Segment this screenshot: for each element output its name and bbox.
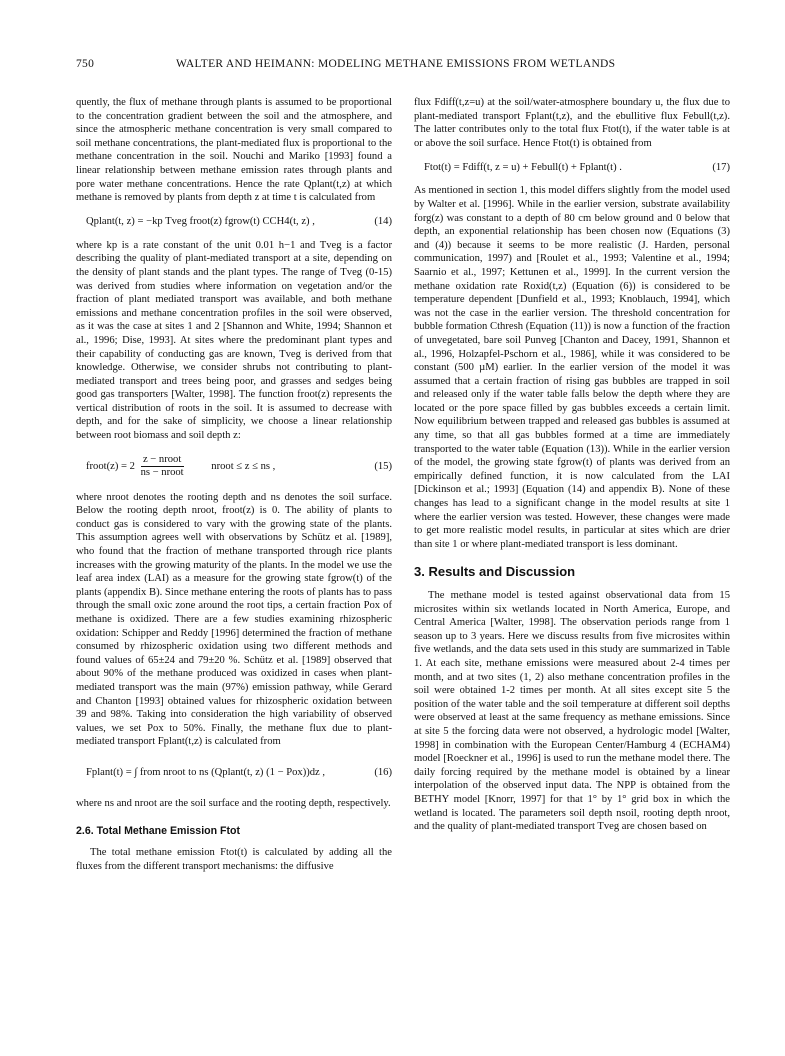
equation-15-numerator: z − nroot (141, 454, 184, 467)
section-heading: 3. Results and Discussion (414, 564, 576, 580)
equation-15-lhs: froot(z) = 2 (86, 461, 135, 473)
equation-17-body: Ftot(t) = Fdiff(t, z = u) + Febull(t) + Fplant(t) . (424, 161, 622, 173)
right-paragraph-2: As mentioned in section 1, this model differs slightly from the model used by Walter et al. [1996]. While in the earlier version, substrate availability forg(z) was constant to a depth of 80 cm below ground and 0 below that depth, an exponential relationship has been chosen now (Equations (3) and (4)) because it seems to be more realistic (J. Harden, personal communication, 1997) and [Roulet et al., 1993; Valentine et al., 1994; Saarnio et al., 1997; Kettunen et al., 1999]. In the current version the methane oxidation rate Roxid(t,z) (Equation (6)) is considered to be temperature dependent [Dunfield et al., 1993; Knoblauch, 1994], which was not the case in the earlier version. The threshold concentration for bubble formation Cthresh (Equation (11)) is now a function of the fraction of unvegetated, bare soil Punveg [Chanton and Dacey, 1991, Shannon et al., 1996, Holzapfel-Pschorn et al., 1986], while it was considered to be constant (500 µM) earlier. In the earlier version of the model it was assumed that a certain fraction of rising gas bubbles are trapped in soil and released only if the water table falls below the depth where they are located or the pore space filled by gas bubbles exceeds a certain limit. Now equilibrium between trapped and released gas bubbles is assumed at any time, so that all gas bubbles formed at a time are immediately transported to the water table (Equation (13)). While in the earlier version of the model, the growing state fgrow(t) of plants was derived from an empirically defined function, it is now calculated from the LAI [Dickinson et al.; 1993] (Equation (14) and appendix B). None of these changes has lead to a significant change in the model results at site 1 where the earlier version was tested. However, these changes were made to get more realistic model results, in particular at sites which are drier than site 1 or where plant-mediated transport is less dominant. (414, 185, 730, 550)
equation-15-body (76, 454, 275, 479)
equation-14-body: Qplant(t, z) = −kp Tveg froot(z) fgrow(t) CCH4(t, z) , (86, 215, 315, 227)
page-number: 750 (76, 58, 95, 70)
equation-15-number: (15) (374, 460, 392, 472)
equation-15-condition: nroot ≤ z ≤ ns , (211, 461, 276, 473)
subsection-heading: 2.6. Total Methane Emission Ftot (76, 824, 241, 837)
running-title: WALTER AND HEIMANN: MODELING METHANE EMISSIONS FROM WETLANDS (176, 58, 616, 70)
left-paragraph-4: where ns and nroot are the soil surface and the rooting depth, respectively. (76, 797, 391, 809)
left-paragraph-3: where nroot denotes the rooting depth and ns denotes the soil surface. Below the rooting depth nroot, froot(z) is 0. The ability of plants to conduct gas is considered to vary with the growing state of the plants. This assumption agrees well with observations by Schütz et al. [1989], who found that the fraction of methane transported through rice plants increases with the growing maturity of the plants. In the model we use the leaf area index (LAI) as a measure for the growing state fgrow(t) of the plants (appendix B). Since methane entering the roots of plants has to pass through the small oxic zone around the root tips, a certain fraction Pox of methane is oxidized. There are a few studies examining rhizospheric oxidation: Schipper and Reddy [1996] determined the fraction of methane consumed by rhizospheric oxidation using two different methods and found values of 65±24 and 79±20 %. Schütz et al. [1989] observed that about 90% of the methane produced was oxidized in cases when plant-mediated transport was the main (97%) emission pathway, while Gerard and Chanton [1993] obtained values for rhizospheric oxidation between 39 and 98%. Taking into consideration the high variability of observed values, we set Pox to 50%. Finally, the methane flux due to plant-mediated transport Fplant(t,z) is calculated from (76, 491, 392, 748)
equation-16-body: Fplant(t) = ∫ from nroot to ns (Qplant(t, z) (1 − Pox))dz , (86, 767, 326, 779)
left-column (76, 96, 392, 873)
equation-17-number: (17) (712, 161, 730, 173)
equation-15-fraction (141, 454, 184, 479)
left-paragraph-2: where kp is a rate constant of the unit 0.01 h−1 and Tveg is a factor describing the quality of plant-mediated transport at a site, depending on the density of plant stands and the plant types. The range of Tveg (0-15) was derived from studies where information on vegetation and/or the fraction of plant mediated transport was available, and both methane emissions and methane concentration profiles in the soil were observed, as it was the case at sites 1 and 2 [Shannon and White, 1994; Shannon et al., 1996; Dise, 1993]. At sites where the predominant plant types and their capability of conducting gas are known, Tveg is derived from that knowledge. Otherwise, we consider shrubs not contributing to plant-mediated transport and trees being poor, and grasses and sedges being good gas transporters [Walter, 1998]. The function froot(z) represents the vertical distribution of roots in the soil. It is assumed to decrease with depth, and for the sake of simplicity, we choose a linear relationship between root biomass and soil depth z: (76, 239, 392, 442)
equation-16-number: (16) (374, 767, 392, 779)
equation-17 (414, 156, 730, 178)
equation-14 (76, 211, 392, 233)
right-column (414, 96, 730, 834)
equation-15 (76, 449, 392, 485)
equation-16 (76, 755, 392, 791)
running-header (76, 58, 730, 74)
right-paragraph-3: The methane model is tested against observational data from 15 microsites within six wetlands located in North America, Europe, and Central America [Walter, 1998]. The observation periods range from 1 season up to 3 years. Here we discuss results from five microsites within five wetlands, and the data sets used in this study are summarized in Table 1. At each site, methane emissions were measured about 2-4 times per month, and at two sites (1, 2) also methane concentration profiles in the soil were obtained 1-2 times per month. At all sites except site 5 the position of the water table and the soil temperature at different soil depths were observed at least at the same frequency as methane emissions. Since at site 5 the forcing data were not observed, a hydrologic model [Walter, 1998] in combination with the European Center/Hamburg 4 (ECHAM4) model [Roeckner et al., 1996] is used to run the methane model there. The daily forcing required by the methane model is obtained by a linear interpolation of the observed input data. The NPP is obtained from the BETHY model [Knorr, 1997] for that 1° by 1° grid box in which the wetland is located. The parameters soil depth nsoil, rooting depth nroot, and the quality of plant-mediated transport Tveg are chosen based on (414, 590, 730, 833)
right-paragraph-1: flux Fdiff(t,z=u) at the soil/water-atmosphere boundary u, the flux due to plant-mediated transport Fplant(t,z), and the ebullitive flux Febull(t,z). The latter contributes only to the total flux Ftot(t), if the water table is at or above the soil surface. Hence Ftot(t) is obtained from (414, 97, 730, 149)
equation-14-number: (14) (374, 215, 392, 227)
left-paragraph-1: quently, the flux of methane through plants is assumed to be proportional to the concentration gradient between the soil and the atmosphere, and since the atmospheric methane concentration is very small compared to soil methane concentrations, the plant-mediated flux is proportional to the methane concentration in the soil. Nouchi and Mariko [1993] found a linear relationship between methane emission rates through plants and pore water methane concentrations. Hence the rate Qplant(t,z) at which methane is removed by plants from depth z at time t is calculated from (76, 97, 392, 204)
equation-15-denominator: ns − nroot (140, 467, 184, 479)
left-paragraph-5: The total methane emission Ftot(t) is calculated by adding all the fluxes from the different transport mechanisms: the diffusive (76, 847, 392, 872)
